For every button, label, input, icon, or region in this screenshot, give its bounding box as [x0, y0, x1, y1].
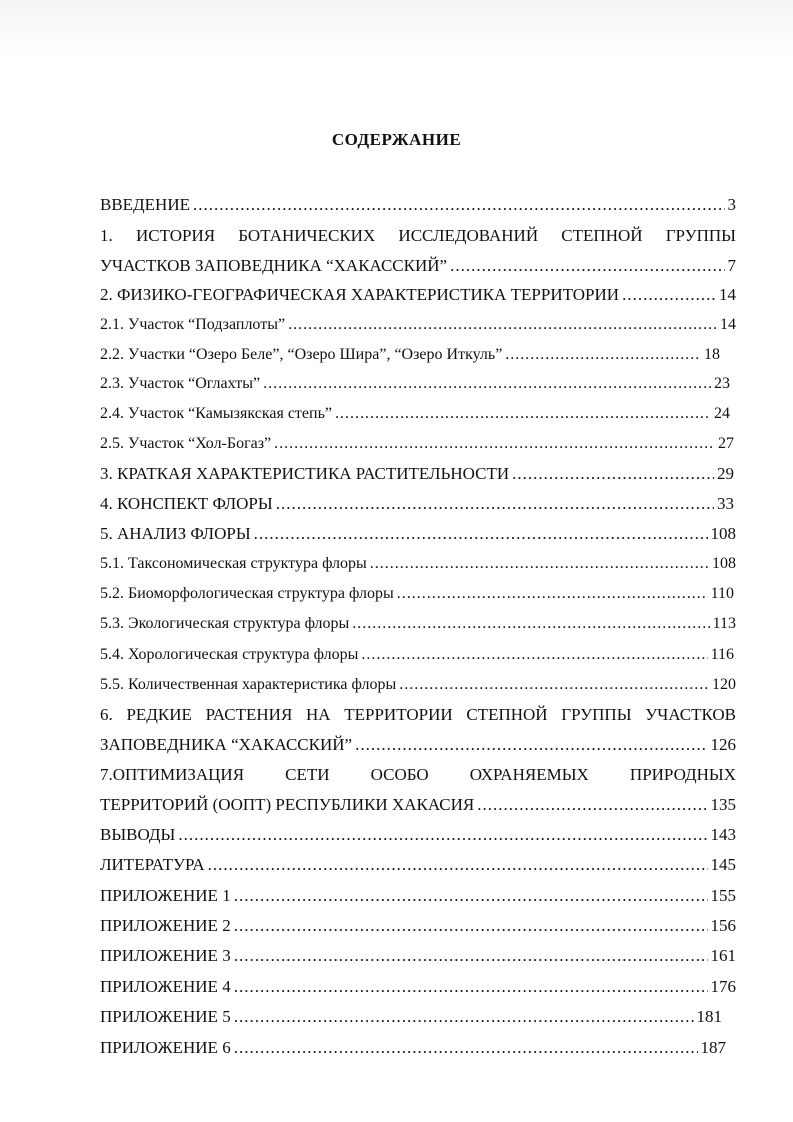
toc-entry [100, 404, 730, 424]
toc-leader [274, 434, 715, 454]
toc-entry-text: ВЫВОДЫ [100, 825, 176, 844]
toc-entry-text: 5.1. Таксономическая структура флоры [100, 555, 367, 572]
toc-leader [355, 735, 707, 755]
toc-entry [100, 1038, 726, 1058]
toc-entry [100, 825, 736, 845]
toc-entry-page: 145 [710, 855, 736, 874]
toc-entry-text: УЧАСТКОВ ЗАПОВЕДНИКА “ХАКАССКИЙ” [100, 256, 448, 275]
toc-entry [100, 374, 730, 394]
toc-entry-text: ПРИЛОЖЕНИЕ 2 [100, 916, 231, 935]
toc-leader [234, 977, 708, 997]
toc-entry-text: 2.5. Участок “Хол-Богаз” [100, 435, 272, 452]
toc-leader [234, 946, 708, 966]
toc-entry [100, 524, 736, 544]
toc-entry [100, 285, 736, 305]
toc-entry-text: 2.4. Участок “Камызякская степь” [100, 405, 332, 422]
toc-entry-text: 5.2. Биоморфологическая структура флоры [100, 585, 394, 602]
toc-entry-page: 3 [727, 195, 736, 214]
toc-entry [100, 464, 734, 484]
toc-entry-text: ЗАПОВЕДНИКА “ХАКАССКИЙ” [100, 735, 353, 754]
toc-entry [100, 584, 734, 604]
toc-leader [335, 404, 711, 424]
toc-entry-page: 23 [714, 375, 730, 392]
toc-entry [100, 855, 736, 875]
toc-entry-text: ПРИЛОЖЕНИЕ 4 [100, 977, 231, 996]
toc-leader [263, 374, 711, 394]
toc-leader [234, 1007, 694, 1027]
toc-entry [100, 614, 736, 634]
toc-entry [100, 345, 720, 365]
toc-entry [100, 675, 736, 695]
toc-entry-text: 2.3. Участок “Оглахты” [100, 375, 261, 392]
toc-entry-text: 2.2. Участки “Озеро Беле”, “Озеро Шира”, “Озеро Иткуль” [100, 346, 503, 363]
toc-entry [100, 195, 736, 215]
toc-entry-page: 155 [710, 886, 736, 905]
toc-leader [178, 825, 707, 845]
toc-entry-text: 3. КРАТКАЯ ХАРАКТЕРИСТИКА РАСТИТЕЛЬНОСТИ [100, 464, 510, 483]
toc-entry-text: 5.3. Экологическая структура флоры [100, 615, 350, 632]
toc-entry-page: 135 [710, 795, 736, 814]
toc-entry-page: 143 [710, 825, 736, 844]
toc-leader [450, 256, 724, 276]
toc-entry-page: 24 [714, 405, 730, 422]
toc-entry [100, 256, 736, 276]
toc-entry-page: 120 [712, 676, 736, 693]
toc-leader [361, 645, 707, 665]
toc-entry-page: 29 [717, 464, 734, 483]
toc-entry-text: ТЕРРИТОРИЙ (ООПТ) РЕСПУБЛИКИ ХАКАСИЯ [100, 795, 475, 814]
toc-entry [100, 977, 736, 997]
toc-entry [100, 886, 736, 906]
toc-leader [352, 614, 709, 634]
toc-entry [100, 916, 736, 936]
toc-entry [100, 705, 736, 725]
toc-entry [100, 795, 736, 815]
toc-leader [254, 524, 708, 544]
toc-entry [100, 494, 734, 514]
toc-entry-page: 156 [710, 916, 736, 935]
toc-entry [100, 735, 736, 755]
toc-entry-text: 5.5. Количественная характеристика флоры [100, 676, 397, 693]
toc-entry-page: 33 [717, 494, 734, 513]
toc-entry-text: 7.ОПТИМИЗАЦИЯ СЕТИ ОСОБО ОХРАНЯЕМЫХ ПРИРОДНЫХ [100, 765, 736, 784]
toc-entry-text: 6. РЕДКИЕ РАСТЕНИЯ НА ТЕРРИТОРИИ СТЕПНОЙ ГРУППЫ УЧАСТКОВ [100, 705, 736, 724]
toc-entry-text: 4. КОНСПЕКТ ФЛОРЫ [100, 494, 273, 513]
toc-entry-page: 181 [696, 1007, 722, 1026]
toc-entry-page: 161 [710, 946, 736, 965]
toc-entry-text: 5. АНАЛИЗ ФЛОРЫ [100, 524, 251, 543]
toc-leader [399, 675, 709, 695]
toc-leader [622, 285, 716, 305]
toc-leader [288, 315, 717, 335]
toc-entry-text: ПРИЛОЖЕНИЕ 5 [100, 1007, 231, 1026]
toc-leader [234, 1038, 698, 1058]
toc-entry-page: 27 [718, 435, 734, 452]
toc-entry [100, 645, 734, 665]
toc-entry-page: 108 [710, 524, 736, 543]
toc-leader [193, 195, 725, 215]
toc-leader [370, 554, 709, 574]
toc-entry-page: 110 [710, 585, 734, 602]
toc-entry-page: 7 [727, 256, 736, 275]
toc-entry-page: 176 [710, 977, 736, 996]
toc-entry [100, 315, 736, 335]
toc-entry-text: 2.1. Участок “Подзаплоты” [100, 316, 286, 333]
toc-entry-text: ПРИЛОЖЕНИЕ 1 [100, 886, 231, 905]
toc-entry [100, 434, 734, 454]
toc-entry [100, 946, 736, 966]
toc-leader [234, 886, 708, 906]
toc-leader [505, 345, 701, 365]
toc-entry-text: 2. ФИЗИКО-ГЕОГРАФИЧЕСКАЯ ХАРАКТЕРИСТИКА ТЕРРИТОРИИ [100, 285, 620, 304]
toc-entry-text: ПРИЛОЖЕНИЕ 3 [100, 946, 231, 965]
toc-leader [477, 795, 707, 815]
toc-leader [208, 855, 708, 875]
toc-entry-page: 14 [720, 316, 736, 333]
toc-entry-text: ВВЕДЕНИЕ [100, 195, 190, 214]
toc-entry [100, 226, 736, 246]
toc-entry-text: ПРИЛОЖЕНИЕ 6 [100, 1038, 231, 1057]
scan-shadow [0, 0, 793, 60]
toc-entry-page: 187 [700, 1038, 726, 1057]
toc-entry-page: 116 [710, 646, 734, 663]
toc-leader [276, 494, 714, 514]
toc-leader [512, 464, 714, 484]
toc-entry [100, 554, 736, 574]
toc-entry-page: 108 [712, 555, 736, 572]
page-title: СОДЕРЖАНИЕ [331, 130, 462, 149]
toc-entry [100, 765, 736, 785]
toc-entry-text: 5.4. Хорологическая структура флоры [100, 646, 359, 663]
toc-entry-page: 126 [710, 735, 736, 754]
toc-entry-page: 113 [712, 615, 736, 632]
toc-entry-page: 14 [719, 285, 736, 304]
toc-leader [397, 584, 708, 604]
toc-entry-text: 1. ИСТОРИЯ БОТАНИЧЕСКИХ ИССЛЕДОВАНИЙ СТЕПНОЙ ГРУППЫ [100, 226, 736, 245]
toc-entry-text: ЛИТЕРАТУРА [100, 855, 205, 874]
toc-entry [100, 1007, 722, 1027]
toc-leader [234, 916, 708, 936]
toc-entry-page: 18 [704, 346, 720, 363]
